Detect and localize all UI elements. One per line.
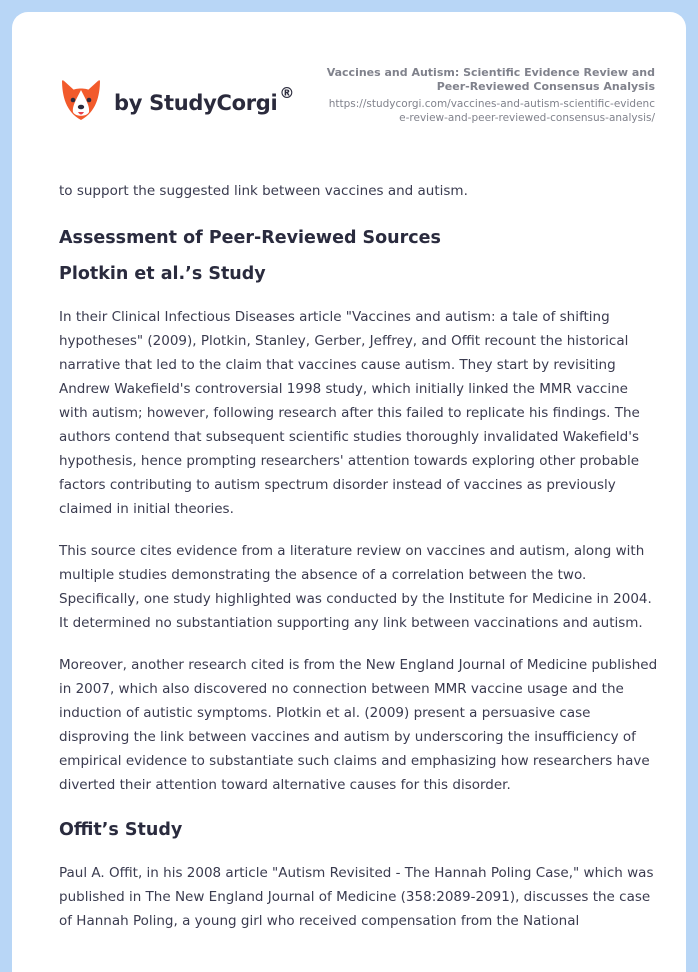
document-title: Vaccines and Autism: Scientific Evidence Review and Peer-Reviewed Consensus Analysis	[326, 66, 655, 93]
page	[12, 12, 686, 972]
document-url[interactable]: https://studycorgi.com/vaccines-and-autism-scientific-evidence-review-and-peer-reviewed-consensus-analysis/	[328, 98, 655, 124]
plotkin-paragraph-1: In their Clinical Infectious Diseases article "Vaccines and autism: a tale of shifting hypotheses" (2009), Plotkin, Stanley, Gerber, Jeffrey, and Offit recount the historical narrative that led to the claim that vaccines cause autism. They start by revisiting Andrew Wakefield's controversial 1998 study, which initially linked the MMR vaccine with autism; however, following research after this failed to replicate his findings. The authors contend that subsequent scientific studies thoroughly invalidated Wakefield's hypothesis, hence prompting researchers' attention towards exploring other probable factors contributing to autism spectrum disorder instead of vaccines as previously claimed in initial theories.	[59, 309, 640, 517]
corgi-logo-icon	[60, 76, 102, 122]
document-meta	[325, 66, 655, 125]
offit-heading: Offit’s Study	[59, 820, 183, 840]
page-header	[12, 12, 686, 152]
brand-name: by StudyCorgi ®	[114, 83, 295, 115]
article-body	[59, 179, 659, 951]
studycorgi-logo[interactable]	[60, 76, 294, 122]
offit-paragraph-1: Paul A. Offit, in his 2008 article "Autism Revisited - The Hannah Poling Case," which was published in The New England Journal of Medicine (358:2089-2091), discusses the case of Hannah Poling, a young girl who received compensation from the National	[59, 865, 654, 929]
plotkin-paragraph-2: This source cites evidence from a literature review on vaccines and autism, along with multiple studies demonstrating the absence of a correlation between the two. Specifically, one study highlighted was conducted by the Institute for Medicine in 2004. It determined no substantiation supporting any link between vaccinations and autism.	[59, 543, 652, 631]
section-heading: Assessment of Peer-Reviewed Sources	[59, 228, 441, 248]
intro-paragraph: to support the suggested link between vaccines and autism.	[59, 183, 468, 199]
plotkin-heading: Plotkin et al.’s Study	[59, 264, 266, 284]
plotkin-paragraph-3: Moreover, another research cited is from the New England Journal of Medicine published in 2007, which also discovered no connection between MMR vaccine usage and the induction of autistic symptoms. Plotkin et al. (2009) present a persuasive case disproving the link between vaccines and autism by underscoring the insufficiency of empirical evidence to substantiate such claims and emphasizing how researchers have diverted their attention toward alternative causes for this disorder.	[59, 657, 658, 793]
registered-mark: ®	[279, 83, 295, 102]
